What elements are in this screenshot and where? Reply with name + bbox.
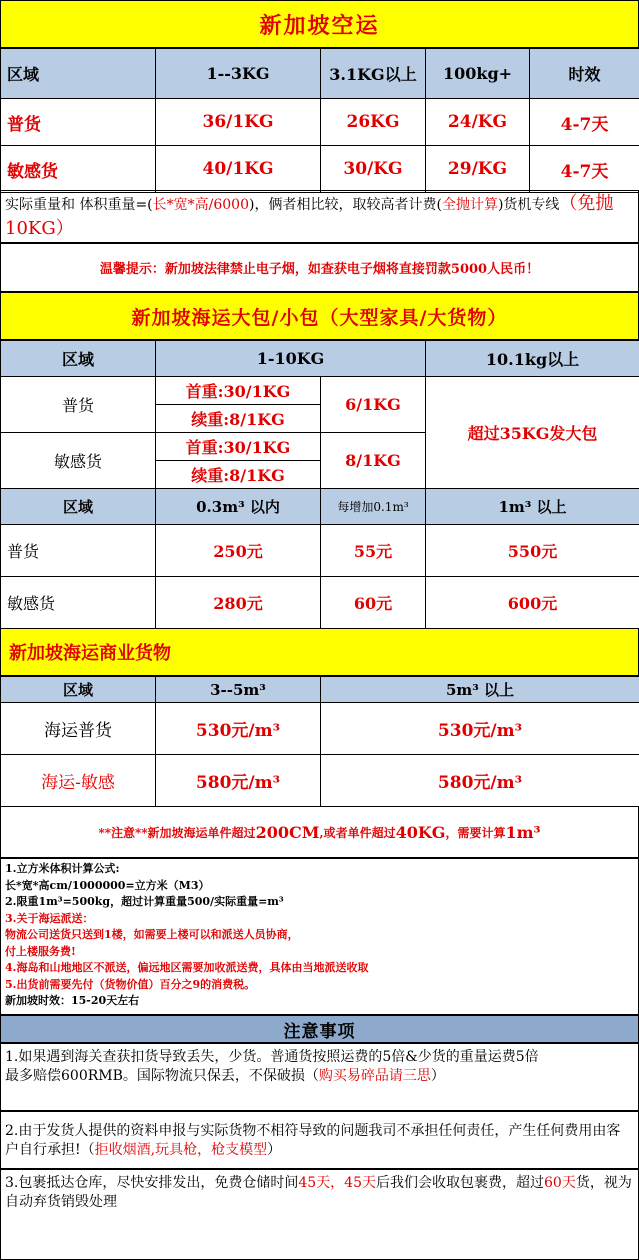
volume-region-sensitive: 敏感货 [1, 577, 156, 629]
calc-note-line: 物流公司送货只送到1楼，如需要上楼可以和派送人员协商， [5, 928, 299, 941]
air-note-free-volume: （免抛10KG） [5, 193, 614, 239]
continued-weight-price: 续重:8/1KG [156, 405, 321, 433]
notice-text: ） [267, 1142, 282, 1158]
sea-parcel-weight-table [0, 340, 639, 489]
volume-header-1m3: 1m³ 以上 [426, 489, 639, 525]
air-time: 4-7天 [530, 146, 639, 193]
air-price: 26KG [321, 99, 426, 146]
air-weight-note [0, 190, 639, 243]
sea-commercial-title-text: 新加坡海运商业货物 [9, 643, 171, 664]
abandon-days: 60天 [544, 1175, 576, 1191]
notice-item-1 [0, 1043, 639, 1111]
sea-parcel-header-region: 区域 [1, 341, 156, 377]
storage-days: 45天，45天 [298, 1175, 376, 1191]
air-header-1-3kg: 1--3KG [156, 49, 321, 99]
notice-text: 1.如果遇到海关查获扣货导致丢失，少货。普通货按照运费的5倍&少货的重量运费5倍 [5, 1049, 539, 1065]
volume-price: 600元 [426, 577, 639, 629]
air-header-3kg-plus: 3.1KG以上 [321, 49, 426, 99]
sea-parcel-header-1-10kg: 1-10KG [156, 341, 426, 377]
sea-parcel-title-text: 新加坡海运大包/小包（大型家具/大货物） [131, 306, 508, 329]
notice-item-3 [0, 1169, 639, 1260]
air-region-general: 普货 [1, 99, 156, 146]
oversize-text: ，需要计算 [445, 825, 506, 840]
oversize-length: 200CM [255, 822, 320, 842]
volume-row-sensitive [1, 577, 639, 629]
prohibited-items: 拒收烟酒,玩具枪，枪支模型 [94, 1142, 268, 1158]
volume-header-region: 区域 [1, 489, 156, 525]
air-note-text: )，俩者相比较，取较高者计费( [249, 197, 442, 213]
notice-text: 后我们会收取包裹费，超过 [376, 1175, 544, 1191]
notice-text: 3.包裹抵达仓库，尽快安排发出，免费仓储时间 [5, 1175, 299, 1191]
volume-price: 55元 [321, 525, 426, 577]
sea-parcel-region-general: 普货 [1, 377, 156, 433]
sea-parcel-region-sensitive: 敏感货 [1, 433, 156, 489]
volume-price: 550元 [426, 525, 639, 577]
air-note-formula: 长*宽*高/6000 [152, 197, 250, 213]
oversize-text: ,或者单件超过 [319, 825, 396, 840]
volume-row-general [1, 525, 639, 577]
oversize-weight: 40KG [395, 822, 446, 842]
calc-note-line: 5.出货前需要先付（货物价值）百分之9的消费税。 [5, 977, 256, 991]
calc-note-line: 2.限重1m³=500kg，超过计算重量500/实际重量=m³ [5, 895, 284, 908]
volume-header-row [1, 489, 639, 525]
warning-text: 温馨提示：新加坡法律禁止电子烟，如查获电子烟将直接罚款5000人民币！ [99, 262, 540, 277]
first-weight-price: 首重:30/1KG [156, 377, 321, 405]
first-weight-price: 首重:30/1KG [156, 433, 321, 461]
calc-note-line: 长*宽*高cm/1000000=立方米（M3） [5, 878, 210, 892]
air-row-sensitive [1, 146, 639, 193]
air-title-text: 新加坡空运 [259, 12, 380, 39]
air-price: 30/KG [321, 146, 426, 193]
air-time: 4-7天 [530, 99, 639, 146]
air-header-region: 区域 [1, 49, 156, 99]
volume-header-0-3: 0.3m³ 以内 [156, 489, 321, 525]
notice-text: 最多赔偿600RMB。国际物流只保丢，不保破损（ [5, 1068, 319, 1084]
sea-parcel-volume-table [0, 488, 639, 629]
calc-note-line: 付上楼服务费! [5, 944, 76, 958]
air-price: 40/1KG [156, 146, 321, 193]
calc-note-line: 3.关于海运派送： [5, 911, 94, 925]
commercial-header-region: 区域 [1, 677, 156, 703]
calc-note-line: 4.海岛和山地地区不派送，偏远地区需要加收派送费，具体由当地派送收取 [5, 961, 369, 974]
notice-text: 2.由于发货人提供的资料申报与实际货物不相符导致的问题我司不承担任何责任，产生任何费用由客户自行承担!（ [5, 1123, 621, 1158]
notice-item-2 [0, 1111, 639, 1169]
air-header-100kg: 100kg+ [426, 49, 530, 99]
commercial-region-general: 海运普货 [1, 703, 156, 755]
commercial-price: 530元/m³ [156, 703, 321, 755]
air-note-text: 实际重量和 体积重量=( [5, 197, 153, 213]
notice-title [0, 1015, 639, 1043]
air-header-row [1, 49, 639, 99]
air-price: 29/KG [426, 146, 530, 193]
general-mid-price: 6/1KG [321, 377, 426, 433]
oversize-text: **注意**新加坡海运单件超过 [98, 825, 256, 840]
volume-price: 280元 [156, 577, 321, 629]
commercial-price: 580元/m³ [321, 755, 639, 807]
sensitive-mid-price: 8/1KG [321, 433, 426, 489]
commercial-price: 530元/m³ [321, 703, 639, 755]
volume-region-general: 普货 [1, 525, 156, 577]
volume-price: 60元 [321, 577, 426, 629]
notice-title-text: 注意事项 [283, 1021, 356, 1042]
sea-parcel-title [0, 292, 639, 340]
volume-header-per-0-1: 每增加0.1m³ [321, 489, 426, 525]
commercial-row-sensitive [1, 755, 639, 807]
air-title [0, 0, 639, 48]
notice-text: 货，视为自动弃货销毁处理 [5, 1175, 632, 1210]
continued-weight-price: 续重:8/1KG [156, 461, 321, 489]
big-parcel-note: 超过35KG发大包 [426, 377, 639, 489]
air-note-highlight: 全抛计算 [441, 197, 498, 213]
volume-price: 250元 [156, 525, 321, 577]
sea-parcel-header-10kg-plus: 10.1kg以上 [426, 341, 639, 377]
air-header-time: 时效 [530, 49, 639, 99]
sea-parcel-general-row [1, 377, 639, 405]
calc-notes [0, 858, 639, 1015]
commercial-header-row [1, 677, 639, 703]
calc-note-line: 1.立方米体积计算公式: [5, 862, 120, 875]
commercial-header-3-5: 3--5m³ [156, 677, 321, 703]
commercial-price: 580元/m³ [156, 755, 321, 807]
air-region-sensitive: 敏感货 [1, 146, 156, 193]
notice-text: ） [430, 1068, 445, 1084]
oversize-volume: 1m³ [505, 822, 541, 842]
oversize-notice [0, 806, 639, 858]
sea-commercial-title [0, 628, 639, 676]
air-row-general [1, 99, 639, 146]
commercial-header-5plus: 5m³ 以上 [321, 677, 639, 703]
fragile-warning: 购买易碎品请三思 [318, 1068, 431, 1084]
air-price: 36/1KG [156, 99, 321, 146]
sea-parcel-header-row [1, 341, 639, 377]
e-cigarette-warning [0, 243, 639, 292]
sea-commercial-table [0, 676, 639, 807]
commercial-row-general [1, 703, 639, 755]
commercial-region-sensitive: 海运-敏感 [1, 755, 156, 807]
air-price: 24/KG [426, 99, 530, 146]
air-price-table [0, 48, 639, 193]
calc-note-line: 新加坡时效：15-20天左右 [5, 994, 140, 1007]
air-note-text: )货机专线 [497, 197, 560, 213]
